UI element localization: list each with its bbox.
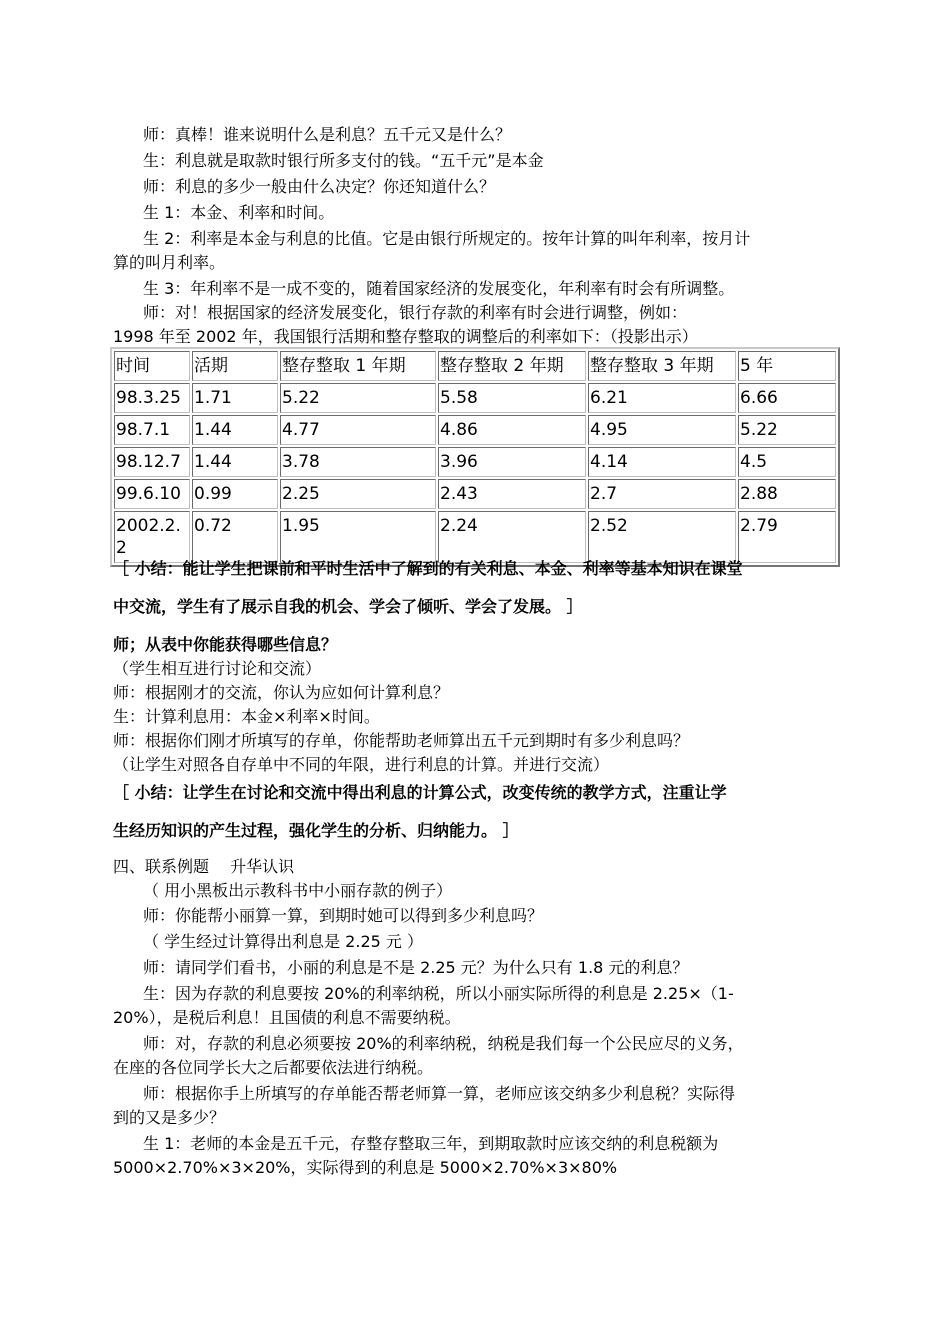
table-row	[114, 511, 836, 563]
dialogue-line: 到的又是多少？	[113, 1108, 226, 1127]
table-cell: 2.43	[438, 479, 586, 509]
table-cell: 99.6.10	[114, 479, 190, 509]
dialogue-line: 生：计算利息用：本金×利率×时间。	[113, 707, 380, 726]
dialogue-line: 师：请同学们看书，小丽的利息是不是 2.25 元？为什么只有 1.8 元的利息？	[143, 958, 689, 977]
summary-line: 生经历知识的产生过程，强化学生的分析、归纳能力。 ］	[113, 821, 519, 840]
dialogue-line: 5000×2.70%×3×20%，实际得到的利息是 5000×2.70%×3×80%	[113, 1158, 618, 1177]
dialogue-line: （让学生对照各自存单中不同的年限，进行利息的计算。并进行交流）	[113, 755, 610, 774]
dialogue-line: 师：对！根据国家的经济发展变化，银行存款的利率有时会进行调整，例如：	[143, 303, 688, 322]
table-header-row	[114, 351, 836, 381]
table-cell: 1.44	[192, 447, 278, 477]
section-title: 四、联系例题 升华认识	[113, 857, 295, 876]
dialogue-line: 生：利息就是取款时银行所多支付的钱。“五千元”是本金	[143, 151, 544, 170]
table-header-cell: 5 年	[738, 351, 836, 381]
dialogue-line: 师：对，存款的利息必须要按 20%的利率纳税，纳税是我们每一个公民应尽的义务，	[143, 1034, 744, 1053]
table-header-cell: 整存整取 2 年期	[438, 351, 586, 381]
table-cell: 2002.2.2	[114, 511, 190, 563]
table-cell: 2.25	[280, 479, 436, 509]
dialogue-line: 生 2：利率是本金与利息的比值。它是由银行所规定的。按年计算的叫年利率，按月计	[143, 229, 751, 248]
summary-line: ［ 小结：能让学生把课前和平时生活中了解到的有关利息、本金、利率等基本知识在课堂	[113, 559, 743, 578]
summary-line: ［ 小结：让学生在讨论和交流中得出利息的计算公式，改变传统的教学方式，注重让学	[113, 783, 727, 802]
dialogue-line: 生 1：本金、利率和时间。	[143, 203, 335, 222]
table-cell: 6.66	[738, 383, 836, 413]
table-row	[114, 479, 836, 509]
table-cell: 3.96	[438, 447, 586, 477]
dialogue-line: 师：根据刚才的交流，你认为应如何计算利息？	[113, 683, 450, 702]
dialogue-line: 算的叫月利率。	[113, 253, 226, 272]
summary-line: 中交流，学生有了展示自我的机会、学会了倾听、学会了发展。 ］	[113, 597, 583, 616]
table-cell: 4.86	[438, 415, 586, 445]
dialogue-line: 在座的各位同学长大之后都要依法进行纳税。	[113, 1058, 434, 1077]
dialogue-line: 师：根据你们刚才所填写的存单，你能帮助老师算出五千元到期时有多少利息吗？	[113, 731, 690, 750]
table-cell: 2.7	[588, 479, 736, 509]
table-row	[114, 447, 836, 477]
table-cell: 4.5	[738, 447, 836, 477]
table-cell: 5.58	[438, 383, 586, 413]
table-header-cell: 时间	[114, 351, 190, 381]
dialogue-line: 生 1：老师的本金是五千元，存整存整取三年，到期取款时应该交纳的利息税额为	[143, 1134, 719, 1153]
table-cell: 5.22	[738, 415, 836, 445]
dialogue-line: 师：利息的多少一般由什么决定？你还知道什么？	[143, 177, 496, 196]
table-header-cell: 整存整取 1 年期	[280, 351, 436, 381]
table-header-cell: 活期	[192, 351, 278, 381]
table-cell: 4.14	[588, 447, 736, 477]
table-row	[114, 415, 836, 445]
table-cell: 98.3.25	[114, 383, 190, 413]
table-cell: 3.78	[280, 447, 436, 477]
interest-rate-table	[110, 347, 840, 567]
question-line: 师；从表中你能获得哪些信息？	[113, 635, 338, 654]
dialogue-line: 师：真棒！谁来说明什么是利息？五千元又是什么？	[143, 125, 512, 144]
table-cell: 4.95	[588, 415, 736, 445]
dialogue-line: 生 3：年利率不是一成不变的，随着国家经济的发展变化，年利率有时会有所调整。	[143, 279, 735, 298]
table-cell: 1.95	[280, 511, 436, 563]
dialogue-line: （学生相互进行讨论和交流）	[113, 659, 322, 678]
table-cell: 98.12.7	[114, 447, 190, 477]
dialogue-line: 1998 年至 2002 年，我国银行活期和整存整取的调整后的利率如下：（投影出示）	[113, 327, 698, 346]
table-cell: 1.44	[192, 415, 278, 445]
table-cell: 98.7.1	[114, 415, 190, 445]
table-cell: 2.24	[438, 511, 586, 563]
dialogue-line: 师：你能帮小丽算一算，到期时她可以得到多少利息吗？	[143, 906, 544, 925]
dialogue-line: （ 用小黑板出示教科书中小丽存款的例子）	[143, 881, 453, 900]
table-cell: 2.88	[738, 479, 836, 509]
table-cell: 4.77	[280, 415, 436, 445]
table-cell: 5.22	[280, 383, 436, 413]
table-cell: 6.21	[588, 383, 736, 413]
dialogue-line: （ 学生经过计算得出利息是 2.25 元 ）	[143, 932, 423, 951]
table-cell: 2.79	[738, 511, 836, 563]
dialogue-line: 师：根据你手上所填写的存单能否帮老师算一算，老师应该交纳多少利息税？实际得	[143, 1084, 736, 1103]
table-cell: 0.72	[192, 511, 278, 563]
table-header-cell: 整存整取 3 年期	[588, 351, 736, 381]
table-cell: 1.71	[192, 383, 278, 413]
dialogue-line: 20%），是税后利息！且国债的利息不需要纳税。	[113, 1008, 461, 1027]
table-cell: 2.52	[588, 511, 736, 563]
table-cell: 0.99	[192, 479, 278, 509]
dialogue-line: 生：因为存款的利息要按 20%的利率纳税，所以小丽实际所得的利息是 2.25×（1-	[143, 984, 734, 1003]
table-row	[114, 383, 836, 413]
